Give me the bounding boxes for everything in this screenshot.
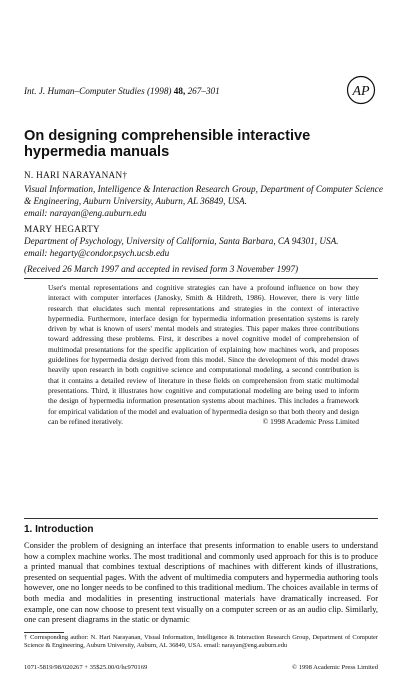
author-affiliation: Department of Psychology, University of California, Santa Barbara, CA 94301, USA. xyxy=(24,236,339,246)
footer-identifier: 1071-5819/98/020267 + 35$25.00/0/hc970169 xyxy=(24,664,148,671)
abstract-top-rule xyxy=(24,278,378,279)
journal-name: Int. J. Human–Computer Studies xyxy=(24,86,145,96)
journal-pages: 267–301 xyxy=(187,86,220,96)
publisher-logo-text: AP xyxy=(352,84,370,99)
section-body: Consider the problem of designing an interface that presents information to enable users to understand how a complex machine works. The most traditional and commonly used approach for this is to produce a printed manual that combines textual descriptions of machines with different kinds of illustrations, presented on sequential pages. With the advent of multimedia computers and hypermedia authoring tools however, one no longer needs to be confined to this traditional medium. The choices available in terms of both media and modalities in presenting instructional materials have dramatically increased. For example, one can now choose to present text visually on a computer screen or as an audio clip. Similarly, one can present diagrams in the static or dynamic xyxy=(24,541,378,625)
received-dates: (Received 26 March 1997 and accepted in revised form 3 November 1997) xyxy=(24,264,299,274)
author-affiliation: Visual Information, Intelligence & Interaction Research Group, Department of Computer Science & Engineering, Auburn University, Auburn, AL 36849, USA. xyxy=(24,184,383,206)
footnote: † Corresponding author: N. Hari Narayanan, Visual Information, Intelligence & Interaction Research Group, Department of Computer Science & Engineering, Auburn University, Auburn, AL 36849, USA. email: narayan@eng.auburn.edu xyxy=(24,634,378,650)
journal-year: (1998) xyxy=(147,86,172,96)
author-name xyxy=(24,170,127,180)
author-email: email: narayan@eng.auburn.edu xyxy=(24,208,147,218)
journal-citation xyxy=(24,86,220,96)
author-name: MARY HEGARTY xyxy=(24,224,100,234)
footnote-rule xyxy=(24,632,64,633)
author-name-text: N. HARI NARAYANAN xyxy=(24,170,123,180)
abstract-text: User's mental representations and cognitive strategies can have a profound influence on how they interact with computer interfaces (Janosky, Smith & Hildreth, 1986). However, there is very little research that elucidates such mental representations and strategies in the context of interactive hypermedia. Furthermore, interface design for hypermedia information presentation systems is rarely driven by what is known of users' mental models and strategies. This paper makes three contributions toward addressing these problems. First, it describes a novel cognitive model of comprehension of multimodal presentations for the specific application of explaining how machines work, and proposes guidelines for hypermedia design derived from this model. Since the development of this model draws heavily upon research in both cognitive science and computational modeling, a second contribution is that it contains a detailed review of literature in these fields on comprehension from static multimodal presentations. Third, it illustrates how cognitive and computational modeling are being used to inform the design of hypermedia information presentation systems about machines. This includes a framework for empirical validation of the model and evaluation of hypermedia design so that both theory and design can be refined iteratively. xyxy=(48,283,359,426)
paper-title: On designing comprehensible interactive hypermedia manuals xyxy=(24,128,311,160)
section-heading: 1. Introduction xyxy=(24,524,94,535)
journal-volume: 48, xyxy=(173,86,186,96)
author-email: email: hegarty@condor.psych.ucsb.edu xyxy=(24,248,170,258)
abstract xyxy=(48,283,359,427)
abstract-copyright: © 1998 Academic Press Limited xyxy=(262,416,359,426)
abstract-bottom-rule xyxy=(24,518,378,519)
footnote-mark: † xyxy=(122,170,128,180)
footer-copyright: © 1998 Academic Press Limited xyxy=(292,664,378,671)
publisher-logo xyxy=(346,75,376,105)
